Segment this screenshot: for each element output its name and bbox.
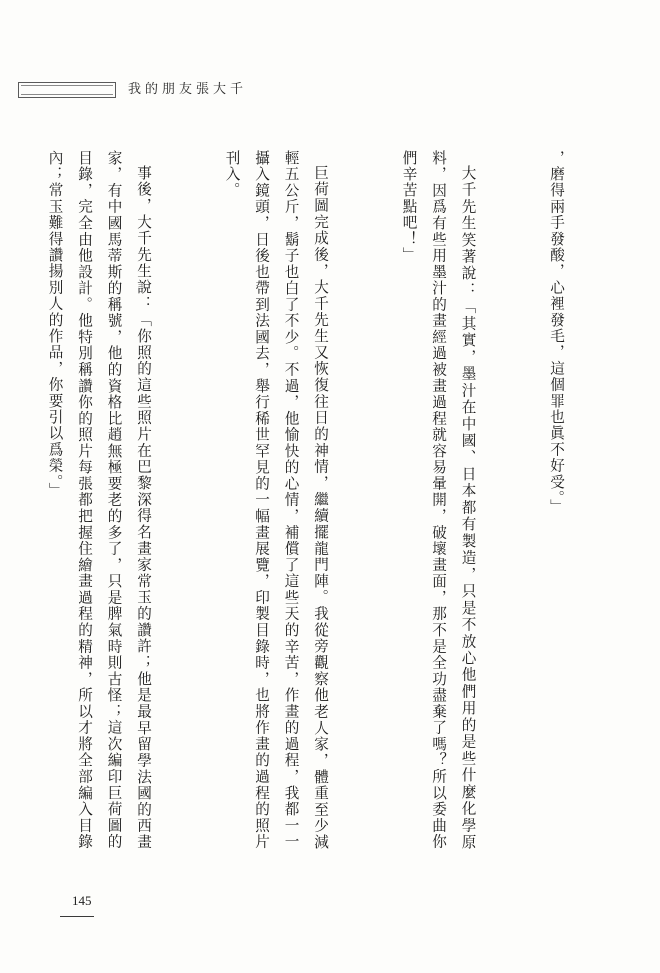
- paragraph: 巨荷圖完成後，大千先生又恢復往日的神情，繼續擺龍門陣。我從旁觀察他老人家，體重至少減輕五公斤，鬍子也白了不少。不過，他愉快的心情，補償了這些天的辛苦，作畫的過程，我都一一攝入鏡頭，日後也帶到法國去，舉行稀世罕見的一幅畫展覽，印製目錄時，也將作畫的過程的照片刊入。: [223, 150, 329, 850]
- folio-rule: [60, 916, 94, 917]
- vertical-text-block: [34, 150, 630, 850]
- paragraph: 大千先生笑著說：「其實，墨汁在中國、日本都有製造，只是不放心他們用的是些什麼化學原料，因爲有些用墨汁的畫經過被畫過程就容易暈開，破壞畫面，那不是全功盡棄了嗎？所以委曲你們辛苦點吧！」: [400, 150, 477, 850]
- page-number: 145: [72, 893, 92, 908]
- page-header: [18, 78, 630, 104]
- body-text-area: [34, 150, 630, 850]
- paragraph: 事後，大千先生說：「你照的這些照片在巴黎深得名畫家常玉的讚許；他是最早留學法國的西畫家，有中國馬蒂斯的稱號，他的資格比趙無極要老的多了，只是脾氣時則古怪；這次編印巨荷圖的目錄，完全由他設計。他特別稱讚你的照片每張都把握住繪畫過程的精神，所以才將全部編入目錄內；常玉難得讚揚別人的作品，你要引以爲榮。」: [46, 150, 152, 850]
- running-head: 我的朋友張大千: [128, 82, 248, 97]
- header-ornament: [18, 82, 116, 98]
- paragraph: ，磨得兩手發酸，心裡發毛，這個罪也眞不好受。」: [548, 150, 565, 516]
